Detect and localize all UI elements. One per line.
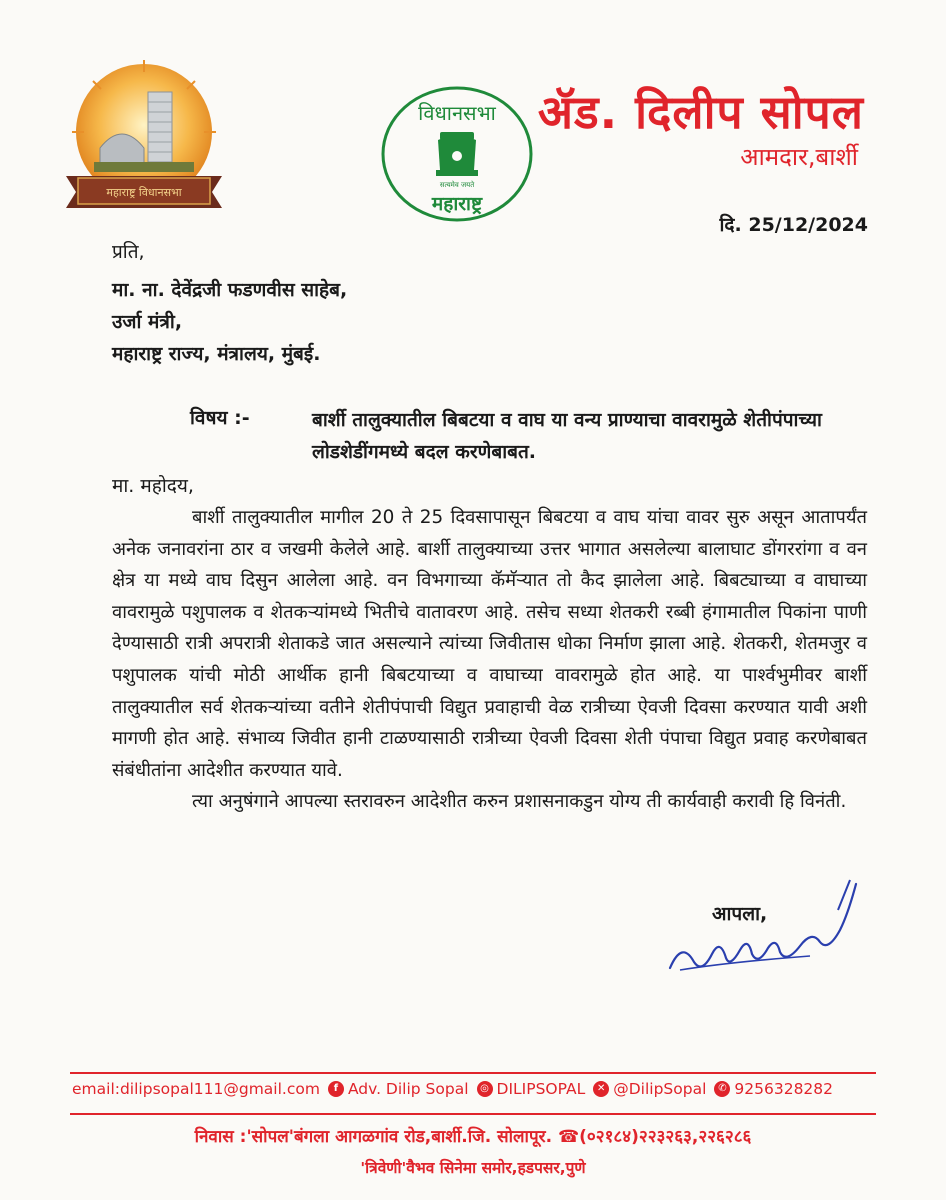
vidhansabha-seal	[378, 84, 536, 224]
seal-motto: सत्यमेव जयते	[439, 181, 475, 189]
seal-bottom-text: महाराष्ट्र	[431, 193, 483, 215]
recipient-designation: उर्जा मंत्री,	[112, 311, 183, 333]
whatsapp-icon: ✆	[714, 1081, 730, 1097]
letter-date: दि. 25/12/2024	[719, 214, 868, 236]
body-paragraph-1: बार्शी तालुक्यातील मागील 20 ते 25 दिवसापासून बिबटया व वाघ यांचा वावर सुरु असून आतापर्यंत अनेक जनावरांना ठार व जखमी केलेले आहे. बार्शी तालुक्याच्या उत्तर भागात असलेल्या बालाघाट डोंगररांगा व वन क्षेत्र या मध्ये वाघ दिसुन आलेला आहे. वन विभगाच्या कॅमॅऱ्यात तो कैद झालेला आहे. बिबट्याच्या व वाघाच्या वावरामुळे पशुपालक व शेतकऱ्यांमध्ये भितीचे वातावरण आहे. तसेच सध्या शेतकरी रब्बी हंगामातील पिकांना पाणी देण्यासाठी रात्री अपरात्री शेताकडे जात असल्याने त्यांच्या जिवीतास धोका निर्माण झाला आहे. शेतकरी, शेतमजुर व पशुपालक यांची मोठी आर्थीक हानी बिबटयाच्या व वाघाच्या वावरामुळे होत आहे. या पार्श्वभुमीवर बार्शी तालुक्यातील सर्व शेतकऱ्यांच्या वतीने शेतीपंपाची विद्युत प्रवाहाची वेळ रात्रीच्या ऐवजी दिवसा करण्यात यावी अशी मागणी होत आहे. संभाव्य जिवीत हानी टाळण्यासाठी रात्रीच्या ऐवजी दिवसा शेती पंपाचा विद्युत प्रवाह करणेबाबत संबंधीतांना आदेशीत करण्यात यावे.	[112, 507, 867, 781]
seal-top-text: विधानसभा	[418, 101, 496, 125]
signature	[660, 870, 860, 980]
email-text[interactable]: email:dilipsopal111@gmail.com	[72, 1080, 320, 1098]
x-handle[interactable]: @DilipSopal	[613, 1080, 707, 1098]
subject-label: विषय :-	[190, 407, 250, 429]
facebook-handle[interactable]: Adv. Dilip Sopal	[347, 1080, 469, 1098]
footer-rule-bottom	[70, 1113, 876, 1115]
phone-number[interactable]: 9256328282	[734, 1080, 834, 1098]
letter-body	[112, 502, 867, 818]
vidhan-bhavan-logo	[60, 58, 228, 218]
sender-title: आमदार,बार्शी	[740, 143, 858, 171]
recipient-name: मा. ना. देवेंद्रजी फडणवीस साहेब,	[112, 279, 348, 301]
contact-row	[72, 1080, 882, 1098]
footer-rule-top	[70, 1072, 876, 1074]
instagram-icon: ◎	[477, 1081, 493, 1097]
pune-address: 'त्रिवेणी'वैभव सिनेमा समोर,हडपसर,पुणे	[360, 1159, 586, 1177]
body-paragraph-2: त्या अनुषंगाने आपल्या स्तरावरुन आदेशीत करुन प्रशासनाकडुन योग्य ती कार्यवाही करावी हि विनंती.	[192, 791, 847, 813]
instagram-handle[interactable]: DILIPSOPAL	[496, 1080, 586, 1098]
facebook-icon: f	[328, 1081, 344, 1097]
salutation: मा. महोदय,	[112, 475, 194, 497]
address-prefix: प्रति,	[112, 241, 145, 263]
residence-address: निवास :'सोपल'बंगला आगळगांव रोड,बार्शी.जि. सोलापूर. ☎(०२१८४)२२३२६३,२२६२८६	[194, 1127, 752, 1147]
subject-text: बार्शी तालुक्यातील बिबटया व वाघ या वन्य प्राण्याचा वावरामुळे शेतीपंपाच्या लोडशेडींगमध्ये बदल करणेबाबत.	[312, 409, 822, 463]
logo-banner-text: महाराष्ट्र विधानसभा	[106, 186, 182, 199]
recipient-office: महाराष्ट्र राज्य, मंत्रालय, मुंबई.	[112, 343, 321, 365]
sender-name: ॲड. दिलीप सोपल	[537, 85, 864, 139]
x-icon: ✕	[593, 1081, 609, 1097]
closing: आपला,	[712, 903, 768, 925]
